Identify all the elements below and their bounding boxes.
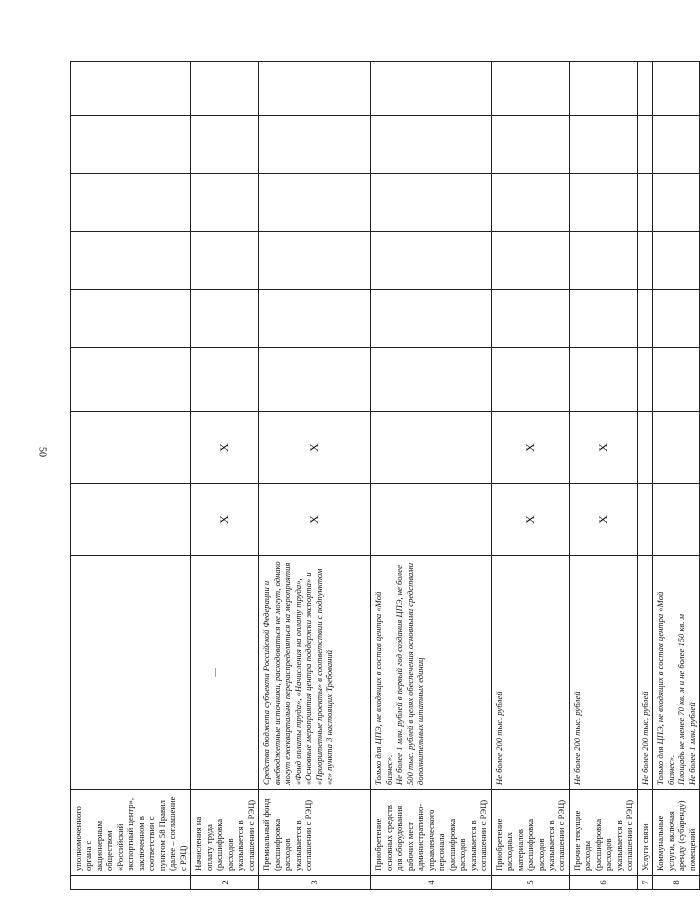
empty-cell — [71, 290, 191, 348]
empty-cell — [71, 62, 191, 116]
mark-cell-2: X — [259, 412, 371, 484]
empty-cell — [371, 62, 491, 116]
expense-note-cell — [259, 556, 371, 790]
empty-cell — [569, 116, 637, 174]
expense-name-cell: Приобретение основных средств для оборудования рабочих мест административно-управленческого персонала (расшифровка расходов указывается в соглашении с РЭЦ) — [371, 790, 491, 876]
expense-name-cell: Начисления на оплату труда (расшифровка расходов указывается в соглашении с РЭЦ) — [191, 790, 259, 876]
mark-cell-1 — [653, 484, 700, 556]
empty-cell — [637, 174, 652, 232]
mark-cell-2 — [637, 412, 652, 484]
expense-note-cell — [653, 556, 700, 790]
empty-cell — [259, 290, 371, 348]
mark-cell-1 — [371, 484, 491, 556]
note-line: Не более 1 млн. рублей в первый год создания ЦПЭ, не более 500 тыс. рублей в целях обеспечения основными средствами дополнительных штатных единиц — [394, 562, 426, 785]
expense-name-cell: Премиальный фонд (расшифровка расходов указывается в соглашении с РЭЦ) — [259, 790, 371, 876]
empty-cell — [491, 348, 569, 412]
empty-cell — [371, 290, 491, 348]
empty-cell — [371, 174, 491, 232]
empty-cell — [71, 116, 191, 174]
empty-cell — [491, 116, 569, 174]
expense-note-cell — [491, 556, 569, 790]
empty-cell — [191, 348, 259, 412]
empty-cell — [191, 290, 259, 348]
table-row — [491, 62, 569, 890]
empty-cell — [491, 232, 569, 290]
row-number-cell: 5 — [491, 876, 569, 890]
empty-cell — [637, 290, 652, 348]
table-row — [653, 62, 700, 890]
empty-cell — [569, 290, 637, 348]
empty-cell — [637, 348, 652, 412]
table-row — [569, 62, 637, 890]
table-row — [71, 62, 191, 890]
empty-cell — [491, 290, 569, 348]
empty-cell — [371, 232, 491, 290]
empty-cell — [653, 232, 700, 290]
mark-cell-1: X — [491, 484, 569, 556]
note-line: Не более 200 тыс. рублей — [571, 691, 582, 785]
expense-name-cell: Коммунальные услуги, включая аренду (субаренду) помещений — [653, 790, 700, 876]
empty-cell — [191, 116, 259, 174]
empty-cell — [637, 232, 652, 290]
empty-cell — [259, 62, 371, 116]
empty-cell — [491, 62, 569, 116]
mark-cell-1: X — [259, 484, 371, 556]
mark-cell-1 — [637, 484, 652, 556]
empty-cell — [653, 62, 700, 116]
note-line: Средства бюджета субъекта Российской Федерации и внебюджетные источники, расходоваться не могут, однако могут ежеквартально перераспределяться на мероприятия «Фонд оплаты труда», «Начисления на оплату труда», «Основные мероприятия центра поддержки экспорта» и «Приоритетные проекты» в соответствии с подпунктом «г» пункта 3 настоящих Требований — [261, 561, 335, 785]
note-line: — — [209, 668, 220, 677]
mark-cell-2 — [653, 412, 700, 484]
expense-note-cell — [569, 556, 637, 790]
empty-cell — [71, 232, 191, 290]
mark-cell-1 — [71, 484, 191, 556]
empty-cell — [653, 174, 700, 232]
mark-cell-1: X — [569, 484, 637, 556]
row-number-cell: 8 — [653, 876, 700, 890]
empty-cell — [259, 348, 371, 412]
empty-cell — [653, 116, 700, 174]
empty-cell — [569, 62, 637, 116]
note-line: Не более 1 млн. рублей — [686, 702, 697, 785]
mark-cell-1: X — [191, 484, 259, 556]
empty-cell — [191, 174, 259, 232]
empty-cell — [569, 348, 637, 412]
empty-cell — [191, 232, 259, 290]
empty-cell — [653, 348, 700, 412]
row-number-cell: 2 — [191, 876, 259, 890]
empty-cell — [371, 348, 491, 412]
mark-cell-2: X — [569, 412, 637, 484]
table-sheet — [70, 62, 697, 890]
note-line: Площадь не менее 70 кв. м и не более 150 кв. м — [676, 613, 687, 785]
table-row — [371, 62, 491, 890]
expense-note-cell — [637, 556, 652, 790]
expense-name-cell: уполномоченного органа с акционерным обществом «Российский экспортный центр», заключенном в соответствии с пунктом 58 Правил (далее – соглашение с РЭЦ) — [71, 790, 191, 876]
empty-cell — [653, 290, 700, 348]
empty-cell — [371, 116, 491, 174]
table-row — [191, 62, 259, 890]
empty-cell — [637, 116, 652, 174]
expense-name-cell: Приобретение расходных материалов (расшифровка расходов указывается в соглашении с РЭЦ) — [491, 790, 569, 876]
expense-table — [70, 61, 700, 890]
row-number-cell: 7 — [637, 876, 652, 890]
empty-cell — [637, 62, 652, 116]
empty-cell — [259, 174, 371, 232]
row-number-cell — [71, 876, 191, 890]
mark-cell-2 — [71, 412, 191, 484]
row-number-cell: 6 — [569, 876, 637, 890]
note-line: Только для ЦПЭ, не входящих в состав центра «Мой бизнес». — [373, 591, 394, 785]
row-number-cell: 4 — [371, 876, 491, 890]
empty-cell — [259, 116, 371, 174]
empty-cell — [569, 232, 637, 290]
mark-cell-2: X — [191, 412, 259, 484]
note-line: Только для ЦПЭ, не входящих в состав центра «Мой бизнес». — [655, 591, 676, 785]
empty-cell — [71, 348, 191, 412]
page-number: 50 — [36, 447, 48, 457]
note-line: Не более 200 тыс. рублей — [493, 691, 504, 785]
table-row — [259, 62, 371, 890]
empty-cell — [259, 232, 371, 290]
empty-cell — [491, 174, 569, 232]
table-row — [637, 62, 652, 890]
expense-note-cell — [71, 556, 191, 790]
expense-name-cell: Прочие текущие расходы (расшифровка расходов указывается в соглашении с РЭЦ) — [569, 790, 637, 876]
expense-note-cell — [191, 556, 259, 790]
mark-cell-2: X — [491, 412, 569, 484]
note-line: Не более 200 тыс. рублей — [639, 691, 650, 785]
empty-cell — [71, 174, 191, 232]
mark-cell-2 — [371, 412, 491, 484]
empty-cell — [191, 62, 259, 116]
expense-note-cell — [371, 556, 491, 790]
row-number-cell: 3 — [259, 876, 371, 890]
empty-cell — [569, 174, 637, 232]
expense-name-cell: Услуги связи — [637, 790, 652, 876]
